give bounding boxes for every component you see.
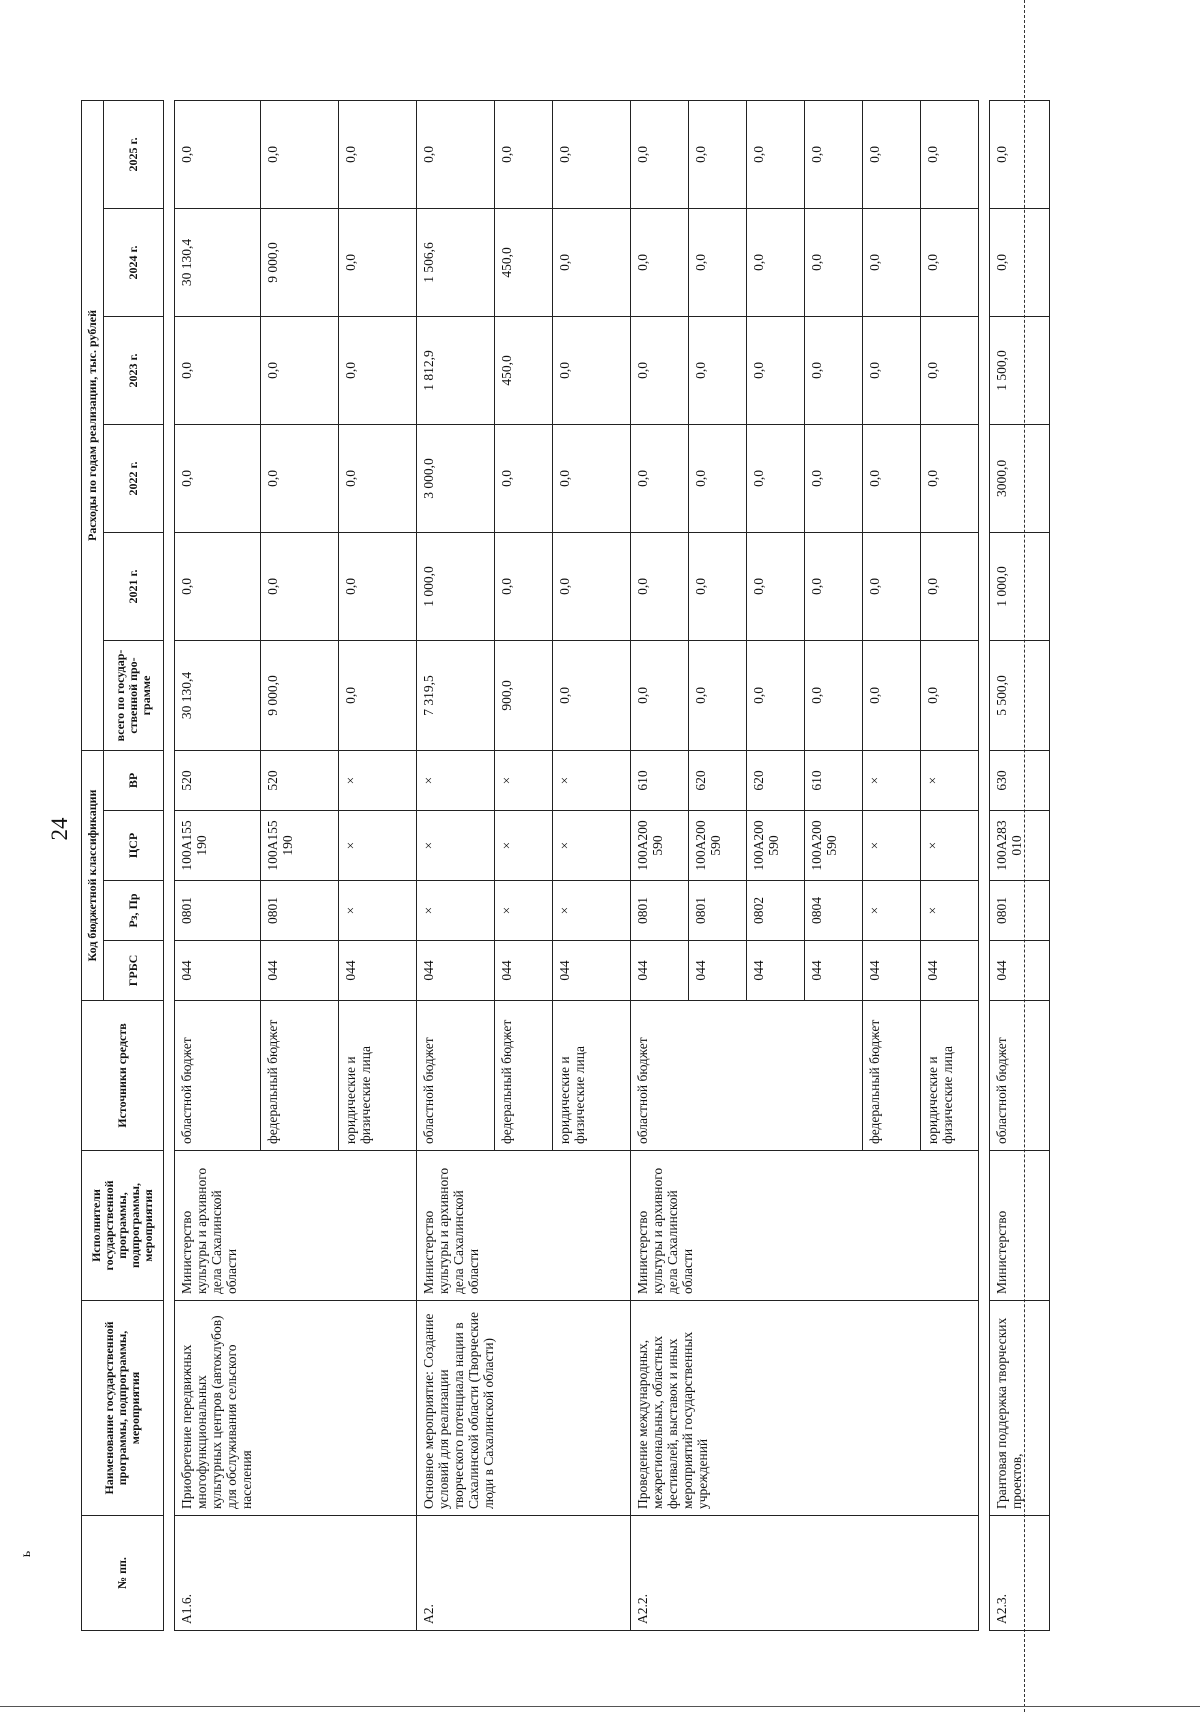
row-vr: 620	[689, 750, 747, 810]
row-2022: 0,0	[495, 424, 553, 532]
row-vr: 520	[261, 750, 339, 810]
scan-bottom-line	[0, 1706, 1200, 1707]
row-2021: 0,0	[863, 532, 921, 640]
row-csr: 100А200 590	[631, 811, 689, 881]
row-2024: 0,0	[805, 208, 863, 316]
row-grbs: 044	[990, 941, 1050, 1001]
row-2024: 450,0	[495, 208, 553, 316]
header-2022: 2022 г.	[104, 424, 164, 532]
page-number: 24	[47, 817, 72, 841]
row-2023: 0,0	[921, 316, 979, 424]
row-vr: ×	[921, 750, 979, 810]
row-num: А1.6.	[175, 1516, 417, 1631]
row-2025: 0,0	[805, 100, 863, 208]
row-2024: 0,0	[863, 208, 921, 316]
row-2025: 0,0	[175, 100, 261, 208]
row-csr: 100А200 590	[805, 811, 863, 881]
row-2024: 1 506,6	[417, 208, 495, 316]
row-total: 0,0	[747, 640, 805, 750]
row-2023: 1 500,0	[990, 316, 1050, 424]
row-name: Грантовая поддержка творческих проектов,	[990, 1301, 1050, 1516]
row-num: А2.2.	[631, 1516, 979, 1631]
row-rzpr: ×	[495, 881, 553, 941]
row-rzpr: 0801	[990, 881, 1050, 941]
table-row	[175, 100, 261, 1630]
gap-cell	[164, 100, 175, 1630]
row-source: юридические и физические лица	[339, 1001, 417, 1151]
row-total: 900,0	[495, 640, 553, 750]
row-vr: ×	[417, 750, 495, 810]
row-vr: 630	[990, 750, 1050, 810]
row-vr: ×	[553, 750, 631, 810]
row-total: 0,0	[553, 640, 631, 750]
row-csr: ×	[495, 811, 553, 881]
header-2021: 2021 г.	[104, 532, 164, 640]
row-total: 7 319,5	[417, 640, 495, 750]
row-2023: 0,0	[175, 316, 261, 424]
row-2021: 0,0	[261, 532, 339, 640]
row-2025: 0,0	[261, 100, 339, 208]
row-2022: 0,0	[921, 424, 979, 532]
header-kbk: Код бюджетной классификации	[82, 750, 104, 1000]
row-2025: 0,0	[553, 100, 631, 208]
row-2021: 0,0	[495, 532, 553, 640]
row-2025: 0,0	[921, 100, 979, 208]
row-grbs: 044	[689, 941, 747, 1001]
header-2023: 2023 г.	[104, 316, 164, 424]
row-2022: 0,0	[747, 424, 805, 532]
header-vr: ВР	[104, 750, 164, 810]
row-gap	[979, 100, 990, 1630]
row-rzpr: ×	[863, 881, 921, 941]
row-2022: 0,0	[339, 424, 417, 532]
row-rzpr: ×	[417, 881, 495, 941]
row-2022: 0,0	[805, 424, 863, 532]
row-total: 0,0	[805, 640, 863, 750]
row-2022: 0,0	[175, 424, 261, 532]
header-csr: ЦСР	[104, 811, 164, 881]
row-executor: Министерство культуры и архивного дела Сахалинской области	[417, 1151, 631, 1301]
row-source: областной бюджет	[990, 1001, 1050, 1151]
row-2023: 0,0	[339, 316, 417, 424]
row-2023: 0,0	[261, 316, 339, 424]
row-2025: 0,0	[417, 100, 495, 208]
row-2022: 3000,0	[990, 424, 1050, 532]
row-2021: 1 000,0	[417, 532, 495, 640]
header-row-1	[82, 100, 104, 1630]
row-2021: 0,0	[921, 532, 979, 640]
row-total: 5 500,0	[990, 640, 1050, 750]
row-2023: 450,0	[495, 316, 553, 424]
row-2025: 0,0	[863, 100, 921, 208]
row-2023: 0,0	[689, 316, 747, 424]
header-num: № пп.	[82, 1516, 164, 1631]
row-2023: 0,0	[863, 316, 921, 424]
row-2024: 0,0	[747, 208, 805, 316]
row-csr: 100А155 190	[175, 811, 261, 881]
row-executor: Министерство культуры и архивного дела Сахалинской области	[175, 1151, 417, 1301]
row-2022: 3 000,0	[417, 424, 495, 532]
row-rzpr: 0802	[747, 881, 805, 941]
table-row	[990, 100, 1050, 1630]
row-2024: 9 000,0	[261, 208, 339, 316]
row-rzpr: ×	[921, 881, 979, 941]
row-total: 0,0	[921, 640, 979, 750]
row-rzpr: ×	[339, 881, 417, 941]
table-row	[417, 100, 495, 1630]
row-vr: ×	[863, 750, 921, 810]
row-vr: 520	[175, 750, 261, 810]
row-2024: 30 130,4	[175, 208, 261, 316]
row-2021: 0,0	[175, 532, 261, 640]
row-total: 0,0	[689, 640, 747, 750]
row-name: Основное мероприятие: Создание условий для реализации творческого потенциала нации в Сахалинской области (Творческие люди в Сахалинской области)	[417, 1301, 631, 1516]
row-total: 9 000,0	[261, 640, 339, 750]
row-rzpr: ×	[553, 881, 631, 941]
row-grbs: 044	[747, 941, 805, 1001]
row-2025: 0,0	[495, 100, 553, 208]
corner-mark: ь	[19, 1550, 35, 1558]
row-grbs: 044	[495, 941, 553, 1001]
header-2025: 2025 г.	[104, 100, 164, 208]
row-source: юридические и физические лица	[921, 1001, 979, 1151]
row-grbs: 044	[261, 941, 339, 1001]
row-vr: 620	[747, 750, 805, 810]
row-source: юридические и физические лица	[553, 1001, 631, 1151]
row-2023: 0,0	[553, 316, 631, 424]
row-vr: 610	[631, 750, 689, 810]
row-executor: Министерство	[990, 1151, 1050, 1301]
row-2025: 0,0	[631, 100, 689, 208]
row-executor: Министерство культуры и архивного дела Сахалинской области	[631, 1151, 979, 1301]
row-2022: 0,0	[553, 424, 631, 532]
row-2021: 0,0	[747, 532, 805, 640]
row-grbs: 044	[631, 941, 689, 1001]
row-2024: 0,0	[921, 208, 979, 316]
row-grbs: 044	[921, 941, 979, 1001]
row-num: А2.3.	[990, 1516, 1050, 1631]
row-2024: 0,0	[990, 208, 1050, 316]
row-total: 0,0	[339, 640, 417, 750]
row-grbs: 044	[863, 941, 921, 1001]
row-2024: 0,0	[553, 208, 631, 316]
row-csr: 100А200 590	[747, 811, 805, 881]
row-total: 0,0	[631, 640, 689, 750]
row-2024: 0,0	[689, 208, 747, 316]
row-2021: 0,0	[339, 532, 417, 640]
row-2025: 0,0	[747, 100, 805, 208]
row-2024: 0,0	[631, 208, 689, 316]
row-source: федеральный бюджет	[863, 1001, 921, 1151]
row-source: областной бюджет	[631, 1001, 863, 1151]
row-grbs: 044	[805, 941, 863, 1001]
header-gap	[164, 100, 175, 1630]
header-sources: Источники средств	[82, 1001, 164, 1151]
table-row	[631, 100, 689, 1630]
row-2023: 1 812,9	[417, 316, 495, 424]
row-2021: 1 000,0	[990, 532, 1050, 640]
header-2024: 2024 г.	[104, 208, 164, 316]
row-csr: ×	[553, 811, 631, 881]
budget-table-rotated	[81, 101, 1096, 1631]
header-name: Наименование государственной программы, подпрограммы, мероприятия	[82, 1301, 164, 1516]
row-rzpr: 0801	[631, 881, 689, 941]
row-vr: ×	[339, 750, 417, 810]
row-rzpr: 0801	[261, 881, 339, 941]
row-2021: 0,0	[689, 532, 747, 640]
row-2025: 0,0	[339, 100, 417, 208]
row-2024: 0,0	[339, 208, 417, 316]
row-total: 0,0	[863, 640, 921, 750]
header-expenses: Расходы по годам реализации, тыс. рублей	[82, 100, 104, 750]
row-2021: 0,0	[553, 532, 631, 640]
row-name: Приобретение передвижных многофункциональных культурных центров (автоклубов) для обслуживания сельского населения	[175, 1301, 417, 1516]
row-name: Проведение международных, межрегиональных, областных фестивалей, выставок и иных мероприятий государственных учреждений	[631, 1301, 979, 1516]
row-2022: 0,0	[689, 424, 747, 532]
row-rzpr: 0804	[805, 881, 863, 941]
gap-cell	[979, 100, 990, 1630]
row-csr: ×	[921, 811, 979, 881]
row-source: федеральный бюджет	[495, 1001, 553, 1151]
row-rzpr: 0801	[689, 881, 747, 941]
row-2021: 0,0	[631, 532, 689, 640]
row-csr: 100А155 190	[261, 811, 339, 881]
row-2022: 0,0	[863, 424, 921, 532]
row-csr: ×	[417, 811, 495, 881]
row-csr: ×	[339, 811, 417, 881]
row-grbs: 044	[417, 941, 495, 1001]
row-2023: 0,0	[631, 316, 689, 424]
row-2022: 0,0	[631, 424, 689, 532]
row-source: федеральный бюджет	[261, 1001, 339, 1151]
row-vr: 610	[805, 750, 863, 810]
row-source: областной бюджет	[175, 1001, 261, 1151]
row-grbs: 044	[339, 941, 417, 1001]
row-vr: ×	[495, 750, 553, 810]
row-total: 30 130,4	[175, 640, 261, 750]
row-rzpr: 0801	[175, 881, 261, 941]
row-grbs: 044	[553, 941, 631, 1001]
header-rzpr: Рз, Пр	[104, 881, 164, 941]
row-grbs: 044	[175, 941, 261, 1001]
budget-table	[81, 100, 1050, 1631]
header-total: всего по государ-ственной про-грамме	[104, 640, 164, 750]
row-2022: 0,0	[261, 424, 339, 532]
row-csr: ×	[863, 811, 921, 881]
row-num: А2.	[417, 1516, 631, 1631]
header-grbs: ГРБС	[104, 941, 164, 1001]
row-csr: 100А283 010	[990, 811, 1050, 881]
header-executors: Исполнители государственной программы, подпрограммы, мероприятия	[82, 1151, 164, 1301]
row-2025: 0,0	[689, 100, 747, 208]
row-2025: 0,0	[990, 100, 1050, 208]
row-2023: 0,0	[747, 316, 805, 424]
row-source: областной бюджет	[417, 1001, 495, 1151]
row-csr: 100А200 590	[689, 811, 747, 881]
row-2021: 0,0	[805, 532, 863, 640]
row-2023: 0,0	[805, 316, 863, 424]
